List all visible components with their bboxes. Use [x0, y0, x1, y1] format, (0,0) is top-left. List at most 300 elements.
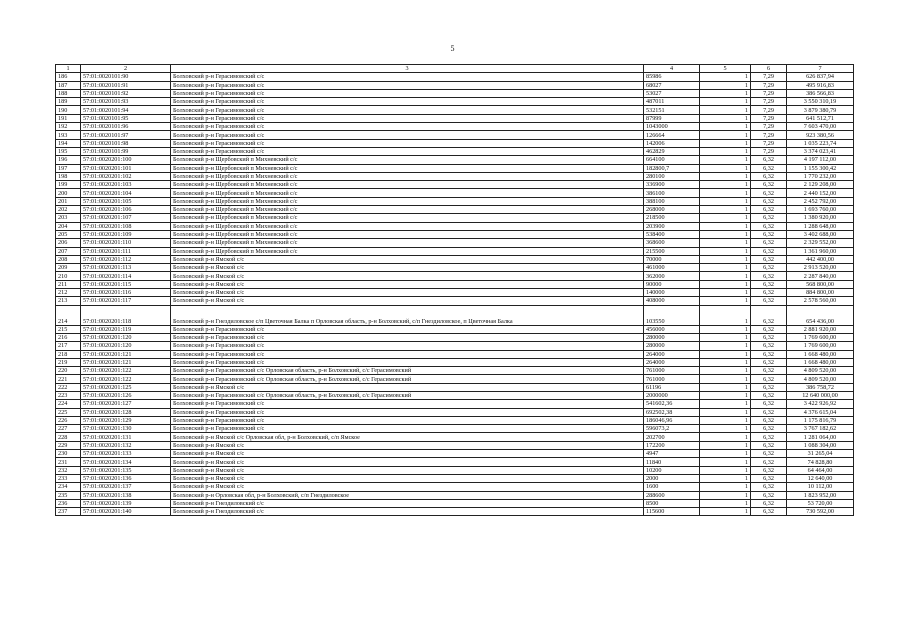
table-row — [56, 375, 854, 383]
table-row — [56, 230, 854, 238]
table-row — [56, 272, 854, 280]
cadastral-number-cell: 57:01:0020201:133 — [81, 450, 171, 458]
row-number-cell: 198 — [56, 172, 81, 180]
area-cell: 87999 — [644, 114, 700, 122]
row-number-cell: 208 — [56, 255, 81, 263]
count-cell: 1 — [700, 458, 751, 466]
count-cell: 1 — [700, 81, 751, 89]
row-number-cell: 192 — [56, 123, 81, 131]
area-cell: 61196 — [644, 383, 700, 391]
row-number-cell: 196 — [56, 156, 81, 164]
value-cell: 1 088 304,00 — [787, 441, 854, 449]
table-row — [56, 197, 854, 205]
count-cell: 1 — [700, 350, 751, 358]
row-number-cell: 213 — [56, 297, 81, 305]
count-cell: 1 — [700, 181, 751, 189]
rate-cell: 6,32 — [751, 416, 787, 424]
cadastral-number-cell: 57:01:0020201:126 — [81, 391, 171, 399]
table-row — [56, 147, 854, 155]
address-cell: Болховский р-н Ямской с/с — [171, 280, 644, 288]
area-cell: 408000 — [644, 297, 700, 305]
area-cell: 532151 — [644, 106, 700, 114]
rate-cell: 6,32 — [751, 272, 787, 280]
count-cell: 1 — [700, 425, 751, 433]
row-number-cell: 230 — [56, 450, 81, 458]
value-cell: 1 769 600,00 — [787, 342, 854, 350]
count-cell: 1 — [700, 391, 751, 399]
row-number-cell: 229 — [56, 441, 81, 449]
table-row — [56, 342, 854, 350]
cadastral-number-cell: 57:01:0020201:138 — [81, 491, 171, 499]
cadastral-number-cell: 57:01:0020101:94 — [81, 106, 171, 114]
cadastral-number-cell: 57:01:0020101:92 — [81, 89, 171, 97]
area-cell: 541602,36 — [644, 400, 700, 408]
rate-cell: 6,32 — [751, 280, 787, 288]
address-cell: Болховский р-н Герасимовский с/с — [171, 342, 644, 350]
row-number-cell: 188 — [56, 89, 81, 97]
table-row — [56, 474, 854, 482]
table-row — [56, 139, 854, 147]
area-cell: 362000 — [644, 272, 700, 280]
header-cell: 4 — [644, 65, 700, 73]
rate-cell: 6,32 — [751, 391, 787, 399]
value-cell: 1 035 223,74 — [787, 139, 854, 147]
count-cell: 1 — [700, 466, 751, 474]
address-cell: Болховский р-н Ямской с/с — [171, 255, 644, 263]
count-cell: 1 — [700, 197, 751, 205]
address-cell: Болховский р-н Гнездиловский с/с — [171, 508, 644, 516]
address-cell: Болховский р-н Гнездиловский с/с — [171, 499, 644, 507]
table-row — [56, 305, 854, 325]
table-row — [56, 391, 854, 399]
table-row — [56, 264, 854, 272]
value-cell: 4 809 520,00 — [787, 367, 854, 375]
rate-cell: 6,32 — [751, 450, 787, 458]
address-cell: Болховский р-н Герасимовский с/с — [171, 147, 644, 155]
table-row — [56, 358, 854, 366]
cadastral-number-cell: 57:01:0020201:120 — [81, 333, 171, 341]
area-cell: 202700 — [644, 433, 700, 441]
row-number-cell: 204 — [56, 222, 81, 230]
cadastral-number-cell: 57:01:0020201:105 — [81, 197, 171, 205]
count-cell: 1 — [700, 230, 751, 238]
value-cell: 2 452 792,00 — [787, 197, 854, 205]
count-cell: 1 — [700, 114, 751, 122]
table-row — [56, 214, 854, 222]
row-number-cell: 235 — [56, 491, 81, 499]
count-cell: 1 — [700, 433, 751, 441]
area-cell: 268000 — [644, 206, 700, 214]
count-cell: 1 — [700, 305, 751, 325]
area-cell: 90000 — [644, 280, 700, 288]
area-cell: 280100 — [644, 172, 700, 180]
rate-cell: 6,32 — [751, 491, 787, 499]
rate-cell: 6,32 — [751, 247, 787, 255]
area-cell: 264000 — [644, 350, 700, 358]
value-cell: 12 640,00 — [787, 474, 854, 482]
area-cell: 692502,38 — [644, 408, 700, 416]
address-cell: Болховский р-н Герасимовский с/с — [171, 139, 644, 147]
address-cell: Болховский р-н Щербовский п Михневский с/с — [171, 172, 644, 180]
rate-cell: 6,32 — [751, 458, 787, 466]
rate-cell: 6,32 — [751, 305, 787, 325]
count-cell: 1 — [700, 247, 751, 255]
address-cell: Болховский р-н Щербовский п Михневский с/с — [171, 197, 644, 205]
table-row — [56, 239, 854, 247]
count-cell: 1 — [700, 89, 751, 97]
row-number-cell: 218 — [56, 350, 81, 358]
table-row — [56, 89, 854, 97]
row-number-cell: 224 — [56, 400, 81, 408]
table-row — [56, 255, 854, 263]
rate-cell: 6,32 — [751, 350, 787, 358]
row-number-cell: 215 — [56, 325, 81, 333]
table-row — [56, 123, 854, 131]
area-cell: 172200 — [644, 441, 700, 449]
address-cell: Болховский р-н Ямской с/с — [171, 441, 644, 449]
address-cell: Болховский р-н Герасимовский с/с Орловская область, р-н Болховский, с/с Герасимовский — [171, 391, 644, 399]
cadastral-number-cell: 57:01:0020201:128 — [81, 408, 171, 416]
area-cell: 4947 — [644, 450, 700, 458]
rate-cell: 6,32 — [751, 466, 787, 474]
address-cell: Болховский р-н Герасимовский с/с — [171, 81, 644, 89]
cadastral-number-cell: 57:01:0020201:111 — [81, 247, 171, 255]
rate-cell: 6,32 — [751, 197, 787, 205]
address-cell: Болховский р-н Щербовский п Михневский с/с — [171, 214, 644, 222]
address-cell: Болховский р-н Ямской с/с Орловская обл, р-н Болховский, с/п Ямское — [171, 433, 644, 441]
count-cell: 1 — [700, 333, 751, 341]
value-cell: 2 287 840,00 — [787, 272, 854, 280]
rate-cell: 7,29 — [751, 123, 787, 131]
rate-cell: 6,32 — [751, 189, 787, 197]
value-cell: 3 767 182,62 — [787, 425, 854, 433]
value-cell: 3 374 023,41 — [787, 147, 854, 155]
header-cell: 6 — [751, 65, 787, 73]
rate-cell: 6,32 — [751, 255, 787, 263]
cadastral-number-cell: 57:01:0020201:106 — [81, 206, 171, 214]
rate-cell: 7,29 — [751, 106, 787, 114]
rate-cell: 6,32 — [751, 508, 787, 516]
address-cell: Болховский р-н Орловская обл, р-н Болховский, с/п Гнездиловское — [171, 491, 644, 499]
value-cell: 1 155 300,42 — [787, 164, 854, 172]
count-cell: 1 — [700, 325, 751, 333]
area-cell: 761000 — [644, 375, 700, 383]
area-cell: 280000 — [644, 333, 700, 341]
address-cell: Болховский р-н Ямской с/с — [171, 289, 644, 297]
value-cell: 3 422 926,92 — [787, 400, 854, 408]
address-cell: Болховский р-н Герасимовский с/с — [171, 358, 644, 366]
address-cell: Болховский р-н Ямской с/с — [171, 264, 644, 272]
row-number-cell: 203 — [56, 214, 81, 222]
row-number-cell: 219 — [56, 358, 81, 366]
rate-cell: 6,32 — [751, 433, 787, 441]
cadastral-number-cell: 57:01:0020201:107 — [81, 214, 171, 222]
count-cell: 1 — [700, 206, 751, 214]
value-cell: 4 376 615,04 — [787, 408, 854, 416]
rate-cell: 6,32 — [751, 325, 787, 333]
address-cell: Болховский р-н Герасимовский с/с — [171, 425, 644, 433]
rate-cell: 6,32 — [751, 408, 787, 416]
rate-cell: 6,32 — [751, 441, 787, 449]
area-cell: 386100 — [644, 189, 700, 197]
area-cell: 8500 — [644, 499, 700, 507]
area-cell: 115600 — [644, 508, 700, 516]
row-number-cell: 223 — [56, 391, 81, 399]
cadastral-number-cell: 57:01:0020101:90 — [81, 73, 171, 81]
row-number-cell: 237 — [56, 508, 81, 516]
table-row — [56, 106, 854, 114]
row-number-cell: 221 — [56, 375, 81, 383]
address-cell: Болховский р-н Герасимовский с/с — [171, 98, 644, 106]
row-number-cell: 193 — [56, 131, 81, 139]
address-cell: Болховский р-н Герасимовский с/с — [171, 350, 644, 358]
count-cell: 1 — [700, 474, 751, 482]
address-cell: Болховский р-н Ямской с/с — [171, 483, 644, 491]
table-row — [56, 297, 854, 305]
cadastral-number-cell: 57:01:0020201:129 — [81, 416, 171, 424]
rate-cell: 7,29 — [751, 81, 787, 89]
address-cell: Болховский р-н Герасимовский с/с — [171, 123, 644, 131]
rate-cell: 6,32 — [751, 172, 787, 180]
address-cell: Болховский р-н Ямской с/с — [171, 466, 644, 474]
rate-cell: 6,32 — [751, 239, 787, 247]
address-cell: Болховский р-н Гнездиловское с/п Цветочная Балка п Орловская область, р-н Болховский, с/п Гнездиловское, п Цветочная Балка — [171, 305, 644, 325]
cadastral-number-cell: 57:01:0020201:131 — [81, 433, 171, 441]
value-cell: 1 380 920,00 — [787, 214, 854, 222]
table-row — [56, 450, 854, 458]
value-cell: 1 281 064,00 — [787, 433, 854, 441]
value-cell: 1 288 648,00 — [787, 222, 854, 230]
count-cell: 1 — [700, 280, 751, 288]
cadastral-number-cell: 57:01:0020101:98 — [81, 139, 171, 147]
value-cell: 1 823 952,00 — [787, 491, 854, 499]
row-number-cell: 206 — [56, 239, 81, 247]
rate-cell: 7,29 — [751, 73, 787, 81]
address-cell: Болховский р-н Герасимовский с/с — [171, 89, 644, 97]
value-cell: 10 112,00 — [787, 483, 854, 491]
area-cell: 53027 — [644, 89, 700, 97]
value-cell: 884 800,00 — [787, 289, 854, 297]
value-cell: 1 770 232,00 — [787, 172, 854, 180]
header-cell: 1 — [56, 65, 81, 73]
count-cell: 1 — [700, 508, 751, 516]
cadastral-number-cell: 57:01:0020201:103 — [81, 181, 171, 189]
area-cell: 487011 — [644, 98, 700, 106]
rate-cell: 6,32 — [751, 289, 787, 297]
count-cell: 1 — [700, 139, 751, 147]
rate-cell: 6,32 — [751, 342, 787, 350]
cadastral-number-cell: 57:01:0020201:130 — [81, 425, 171, 433]
count-cell: 1 — [700, 164, 751, 172]
rate-cell: 7,29 — [751, 131, 787, 139]
address-cell: Болховский р-н Герасимовский с/с — [171, 416, 644, 424]
rate-cell: 6,32 — [751, 499, 787, 507]
cadastral-number-cell: 57:01:0020201:140 — [81, 508, 171, 516]
count-cell: 1 — [700, 358, 751, 366]
row-number-cell: 232 — [56, 466, 81, 474]
value-cell: 4 809 520,00 — [787, 375, 854, 383]
address-cell: Болховский р-н Герасимовский с/с — [171, 408, 644, 416]
value-cell: 442 400,00 — [787, 255, 854, 263]
rate-cell: 6,32 — [751, 333, 787, 341]
cadastral-number-cell: 57:01:0020201:136 — [81, 474, 171, 482]
cadastral-number-cell: 57:01:0020101:99 — [81, 147, 171, 155]
row-number-cell: 187 — [56, 81, 81, 89]
row-number-cell: 207 — [56, 247, 81, 255]
count-cell: 1 — [700, 222, 751, 230]
cadastral-number-cell: 57:01:0020201:113 — [81, 264, 171, 272]
row-number-cell: 233 — [56, 474, 81, 482]
value-cell: 654 436,00 — [787, 305, 854, 325]
value-cell: 386 758,72 — [787, 383, 854, 391]
count-cell: 1 — [700, 416, 751, 424]
rate-cell: 6,32 — [751, 206, 787, 214]
header-cell: 5 — [700, 65, 751, 73]
table-row — [56, 325, 854, 333]
count-cell: 1 — [700, 98, 751, 106]
cadastral-number-cell: 57:01:0020201:104 — [81, 189, 171, 197]
row-number-cell: 201 — [56, 197, 81, 205]
count-cell: 1 — [700, 73, 751, 81]
count-cell: 1 — [700, 383, 751, 391]
table-row — [56, 156, 854, 164]
value-cell: 386 566,83 — [787, 89, 854, 97]
value-cell: 1 361 960,00 — [787, 247, 854, 255]
address-cell: Болховский р-н Ямской с/с — [171, 458, 644, 466]
address-cell: Болховский р-н Щербовский п Михневский с/с — [171, 206, 644, 214]
row-number-cell: 212 — [56, 289, 81, 297]
count-cell: 1 — [700, 106, 751, 114]
cadastral-number-cell: 57:01:0020201:109 — [81, 230, 171, 238]
table-row — [56, 280, 854, 288]
row-number-cell: 236 — [56, 499, 81, 507]
area-cell: 70000 — [644, 255, 700, 263]
table-row — [56, 433, 854, 441]
rate-cell: 6,32 — [751, 181, 787, 189]
table-row — [56, 206, 854, 214]
address-cell: Болховский р-н Герасимовский с/с Орловская область, р-н Болховский, с/с Герасимовский — [171, 367, 644, 375]
count-cell: 1 — [700, 367, 751, 375]
value-cell: 1 668 480,00 — [787, 350, 854, 358]
area-cell: 1043000 — [644, 123, 700, 131]
value-cell: 568 800,00 — [787, 280, 854, 288]
table-row — [56, 408, 854, 416]
cadastral-number-cell: 57:01:0020201:132 — [81, 441, 171, 449]
rate-cell: 6,32 — [751, 367, 787, 375]
value-cell: 1 175 816,79 — [787, 416, 854, 424]
value-cell: 2 129 208,00 — [787, 181, 854, 189]
address-cell: Болховский р-н Герасимовский с/с — [171, 400, 644, 408]
value-cell: 74 828,80 — [787, 458, 854, 466]
value-cell: 2 913 520,00 — [787, 264, 854, 272]
cadastral-number-cell: 57:01:0020201:134 — [81, 458, 171, 466]
cadastral-number-cell: 57:01:0020201:101 — [81, 164, 171, 172]
area-cell: 761000 — [644, 367, 700, 375]
row-number-cell: 191 — [56, 114, 81, 122]
value-cell: 64 464,00 — [787, 466, 854, 474]
cadastral-number-cell: 57:01:0020201:122 — [81, 375, 171, 383]
value-cell: 2 881 920,00 — [787, 325, 854, 333]
row-number-cell: 225 — [56, 408, 81, 416]
table-row — [56, 491, 854, 499]
count-cell: 1 — [700, 172, 751, 180]
count-cell: 1 — [700, 214, 751, 222]
value-cell: 2 440 152,00 — [787, 189, 854, 197]
row-number-cell: 222 — [56, 383, 81, 391]
table-row — [56, 181, 854, 189]
count-cell: 1 — [700, 491, 751, 499]
row-number-cell: 190 — [56, 106, 81, 114]
count-cell: 1 — [700, 400, 751, 408]
area-cell: 664100 — [644, 156, 700, 164]
row-number-cell: 209 — [56, 264, 81, 272]
area-cell: 288600 — [644, 491, 700, 499]
area-cell: 142006 — [644, 139, 700, 147]
rate-cell: 6,32 — [751, 400, 787, 408]
row-number-cell: 216 — [56, 333, 81, 341]
rate-cell: 7,29 — [751, 147, 787, 155]
area-cell: 85986 — [644, 73, 700, 81]
header-row — [56, 65, 854, 73]
table-row — [56, 73, 854, 81]
row-number-cell: 199 — [56, 181, 81, 189]
count-cell: 1 — [700, 441, 751, 449]
cadastral-number-cell: 57:01:0020201:117 — [81, 297, 171, 305]
cadastral-number-cell: 57:01:0020201:120 — [81, 342, 171, 350]
area-cell: 140000 — [644, 289, 700, 297]
cadastral-number-cell: 57:01:0020201:137 — [81, 483, 171, 491]
area-cell: 388100 — [644, 197, 700, 205]
rate-cell: 6,32 — [751, 483, 787, 491]
value-cell: 1 693 760,00 — [787, 206, 854, 214]
count-cell: 1 — [700, 499, 751, 507]
cadastral-number-cell: 57:01:0020201:139 — [81, 499, 171, 507]
count-cell: 1 — [700, 147, 751, 155]
area-cell: 10200 — [644, 466, 700, 474]
table-row — [56, 247, 854, 255]
rate-cell: 6,32 — [751, 264, 787, 272]
rate-cell: 6,32 — [751, 474, 787, 482]
table-row — [56, 81, 854, 89]
value-cell: 923 380,56 — [787, 131, 854, 139]
row-number-cell: 228 — [56, 433, 81, 441]
rate-cell: 7,29 — [751, 139, 787, 147]
row-number-cell: 194 — [56, 139, 81, 147]
value-cell: 3 550 310,19 — [787, 98, 854, 106]
value-cell: 730 592,00 — [787, 508, 854, 516]
row-number-cell: 231 — [56, 458, 81, 466]
address-cell: Болховский р-н Щербовский п Михневский с/с — [171, 247, 644, 255]
row-number-cell: 227 — [56, 425, 81, 433]
cadastral-number-cell: 57:01:0020201:118 — [81, 305, 171, 325]
address-cell: Болховский р-н Щербовский п Михневский с/с — [171, 230, 644, 238]
table-row — [56, 400, 854, 408]
address-cell: Болховский р-н Щербовский п Михневский с/с — [171, 222, 644, 230]
table-row — [56, 367, 854, 375]
address-cell: Болховский р-н Ямской с/с — [171, 272, 644, 280]
cadastral-number-cell: 57:01:0020201:121 — [81, 350, 171, 358]
row-number-cell: 200 — [56, 189, 81, 197]
rate-cell: 6,32 — [751, 297, 787, 305]
rate-cell: 6,32 — [751, 222, 787, 230]
area-cell: 264000 — [644, 358, 700, 366]
cadastral-number-cell: 57:01:0020201:121 — [81, 358, 171, 366]
row-number-cell: 195 — [56, 147, 81, 155]
row-number-cell: 234 — [56, 483, 81, 491]
area-cell: 218500 — [644, 214, 700, 222]
address-cell: Болховский р-н Ямской с/с — [171, 297, 644, 305]
address-cell: Болховский р-н Герасимовский с/с — [171, 106, 644, 114]
